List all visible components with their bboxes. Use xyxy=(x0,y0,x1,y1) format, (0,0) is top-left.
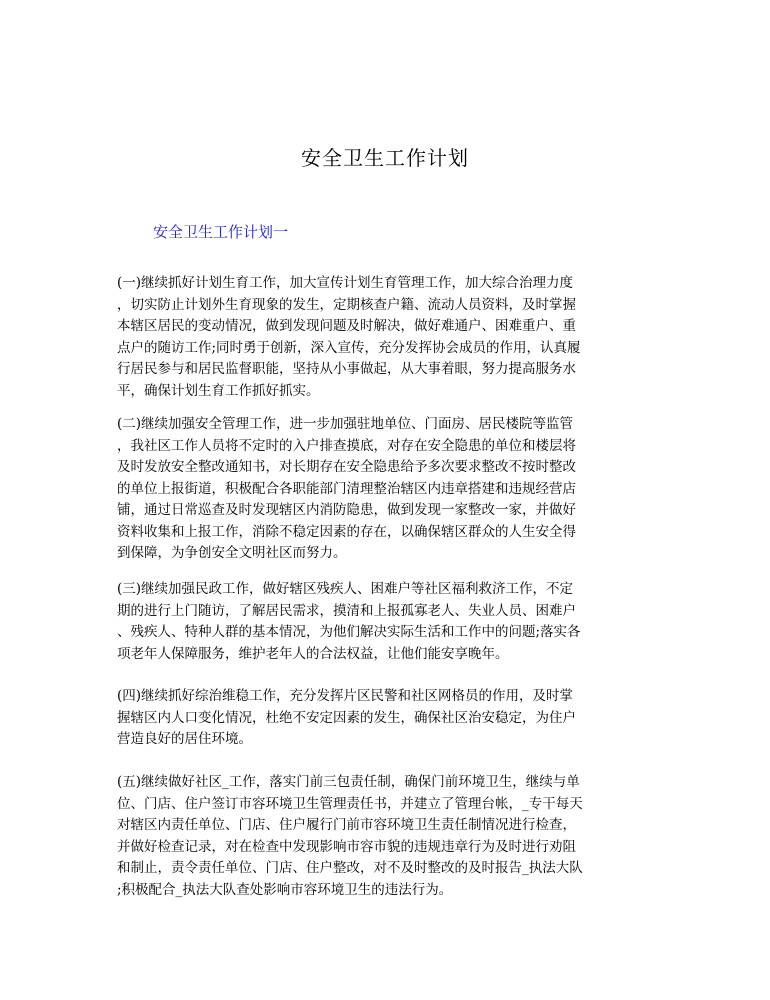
paragraph-2 xyxy=(117,414,662,565)
paragraph-1 xyxy=(117,273,662,402)
paragraph-line: 期的进行上门随访，了解居民需求，摸清和上报孤寡老人、失业人员、困难户 xyxy=(117,602,576,619)
paragraph-line: 并做好检查记录，对在检查中发现影响市容市貌的违规违章行为及时进行劝阻 xyxy=(117,838,576,855)
paragraph-line: 点户的随访工作;同时勇于创新，深入宣传，充分发挥协会成员的作用，认真履 xyxy=(117,339,581,356)
paragraph-line: 、残疾人、特种人群的基本情况，为他们解决实际生活和工作中的问题;落实各 xyxy=(117,624,581,640)
paragraph-4 xyxy=(117,686,662,751)
paragraph-line: 握辖区内人口变化情况，杜绝不安定因素的发生，确保社区治安稳定，为住户 xyxy=(117,709,576,726)
paragraph-line: 行居民参与和居民监督职能，坚持从小事做起，从大事着眼，努力提高服务水 xyxy=(117,361,576,377)
paragraph-line: (一)继续抓好计划生育工作，加大宣传计划生育管理工作，加大综合治理力度 xyxy=(117,275,574,291)
paragraph-line: (五)继续做好社区_工作，落实门前三包责任制，确保门前环境卫生，继续与单 xyxy=(117,774,580,790)
paragraph-line: 营造良好的居住环境。 xyxy=(117,731,252,747)
paragraph-line: 本辖区居民的变动情况，做到发现问题及时解决，做好难通户、困难重户、重 xyxy=(117,318,576,334)
paragraph-line: 项老年人保障服务，维护老年人的合法权益，让他们能安享晚年。 xyxy=(117,645,509,662)
paragraph-line: ，我社区工作人员将不定时的入户排查摸底，对存在安全隐患的单位和楼层将 xyxy=(117,437,576,454)
paragraph-line: 资料收集和上报工作，消除不稳定因素的存在，以确保辖区群众的人生安全得 xyxy=(117,523,576,540)
paragraph-line: 位、门店、住户签订市容环境卫生管理责任书，并建立了管理台帐，_专干每天 xyxy=(117,795,583,812)
section-heading-link[interactable]: 安全卫生工作计划一 xyxy=(153,223,289,241)
paragraph-line: ，切实防止计划外生育现象的发生，定期核查户籍、流动人员资料，及时掌握 xyxy=(117,296,576,313)
document-title: 安全卫生工作计划 xyxy=(301,146,469,170)
paragraph-line: 和制止，责令责任单位、门店、住户整改，对不及时整改的及时报告_执法大队 xyxy=(117,860,583,876)
paragraph-line: ;积极配合_执法大队查处影响市容环境卫生的违法行为。 xyxy=(117,881,453,898)
paragraph-line: (二)继续加强安全管理工作，进一步加强驻地单位、门面房、居民楼院等监管 xyxy=(117,416,574,432)
paragraph-line: 平，确保计划生育工作抓好抓实。 xyxy=(117,382,320,399)
paragraph-line: 及时发放安全整改通知书，对长期存在安全隐患给予多次要求整改不按时整改 xyxy=(117,459,576,475)
paragraph-line: 到保障，为争创安全文明社区而努力。 xyxy=(117,545,347,561)
paragraph-line: 的单位上报街道，积极配合各职能部门清理整治辖区内违章搭建和违规经营店 xyxy=(117,480,576,497)
paragraph-line: (三)继续加强民政工作，做好辖区残疾人、困难户等社区福利救济工作，不定 xyxy=(117,581,574,597)
paragraph-5 xyxy=(117,772,662,901)
paragraph-line: (四)继续抓好综治维稳工作，充分发挥片区民警和社区网格员的作用，及时掌 xyxy=(117,688,574,704)
paragraph-3 xyxy=(117,579,662,665)
paragraph-line: 铺，通过日常巡查及时发现辖区内消防隐患，做到发现一家整改一家，并做好 xyxy=(117,502,576,518)
paragraph-line: 对辖区内责任单位、门店、住户履行门前市容环境卫生责任制情况进行检查， xyxy=(117,817,576,833)
